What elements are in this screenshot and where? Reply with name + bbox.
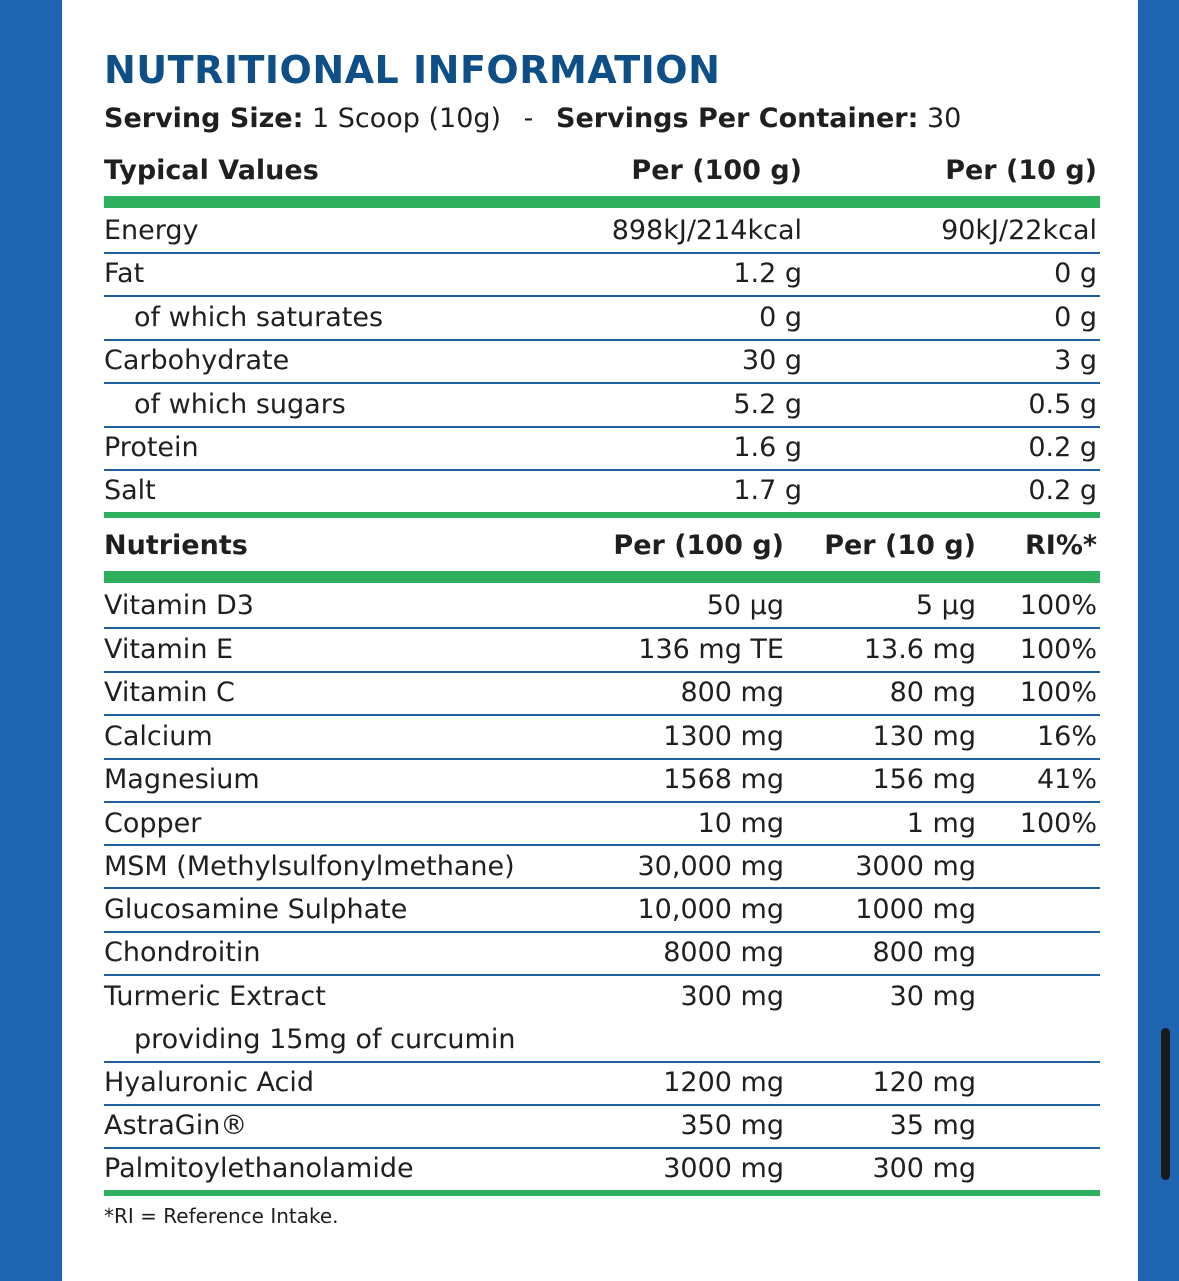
row-per100: 50 µg — [706, 590, 784, 621]
row-subtext: providing 15mg of curcumin — [134, 1024, 516, 1055]
row-per10: 0.2 g — [1028, 432, 1097, 463]
row-per10: 0 g — [1054, 258, 1097, 289]
row-ri: 16% — [1036, 721, 1097, 752]
row-per100: 3000 mg — [663, 1153, 784, 1184]
row-name: Carbohydrate — [104, 345, 290, 376]
row-per10: 3 g — [1054, 345, 1097, 376]
row-per10: 5 µg — [915, 590, 976, 621]
row-per100: 30,000 mg — [637, 851, 784, 882]
row-per100: 1200 mg — [663, 1067, 784, 1098]
row-per10: 13.6 mg — [863, 634, 976, 665]
row-name: Protein — [104, 432, 199, 463]
table-row — [104, 716, 1100, 758]
nutrients-header-row — [104, 525, 1100, 567]
table-row — [104, 932, 1100, 974]
row-name: Vitamin E — [104, 634, 234, 665]
table-row — [104, 672, 1100, 714]
row-name: of which saturates — [134, 302, 384, 333]
row-name: MSM (Methylsulfonylmethane) — [104, 851, 515, 882]
row-per10: 1 mg — [906, 808, 976, 839]
row-per10: 156 mg — [872, 764, 976, 795]
table-row-continuation — [104, 1019, 1100, 1061]
row-per10: 3000 mg — [855, 851, 976, 882]
row-name: of which sugars — [134, 389, 346, 420]
nutrients-header-ri: RI%* — [1024, 530, 1097, 561]
row-per100: 1.6 g — [733, 432, 802, 463]
table-row — [104, 889, 1100, 931]
row-per100: 5.2 g — [733, 389, 802, 420]
table-row — [104, 585, 1100, 627]
typical-header-per10: Per (10 g) — [945, 155, 1097, 186]
row-name: AstraGin® — [104, 1110, 248, 1141]
serving-size-label: Serving Size: — [104, 103, 304, 134]
row-per10: 30 mg — [889, 981, 976, 1012]
row-name: Salt — [104, 475, 156, 506]
row-per10: 0 g — [1054, 302, 1097, 333]
row-per100: 350 mg — [680, 1110, 784, 1141]
nutrients-header-per100: Per (100 g) — [613, 530, 784, 561]
row-per10: 1000 mg — [855, 894, 976, 925]
row-per100: 800 mg — [680, 677, 784, 708]
row-ri: 100% — [1019, 677, 1097, 708]
table-row — [104, 253, 1100, 295]
row-per100: 0 g — [759, 302, 802, 333]
table-row — [104, 384, 1100, 426]
row-name: Chondroitin — [104, 937, 261, 968]
servings-per-container-label: Servings Per Container: — [556, 103, 919, 134]
row-per100: 898kJ/214kcal — [611, 215, 802, 246]
row-per10: 0.5 g — [1028, 389, 1097, 420]
table-row — [104, 976, 1100, 1018]
row-per100: 30 g — [741, 345, 802, 376]
row-per10: 80 mg — [889, 677, 976, 708]
divider-bar — [104, 1190, 1100, 1196]
row-per100: 1568 mg — [663, 764, 784, 795]
row-name: Energy — [104, 215, 199, 246]
row-per10: 35 mg — [889, 1110, 976, 1141]
row-per10: 800 mg — [872, 937, 976, 968]
typical-header-per100: Per (100 g) — [631, 155, 802, 186]
footnote: *RI = Reference Intake. — [104, 1204, 339, 1228]
table-row — [104, 1062, 1100, 1104]
nutrients-header-per10: Per (10 g) — [824, 530, 976, 561]
table-row — [104, 470, 1100, 512]
typical-header-name: Typical Values — [104, 155, 319, 186]
row-per100: 136 mg TE — [638, 634, 784, 665]
nutrients-header-name: Nutrients — [104, 530, 248, 561]
row-name: Vitamin C — [104, 677, 235, 708]
row-per100: 8000 mg — [663, 937, 784, 968]
table-row — [104, 340, 1100, 382]
row-per10: 120 mg — [872, 1067, 976, 1098]
row-per100: 300 mg — [680, 981, 784, 1012]
table-row — [104, 1148, 1100, 1190]
row-per10: 300 mg — [872, 1153, 976, 1184]
row-per10: 90kJ/22kcal — [941, 215, 1097, 246]
row-name: Calcium — [104, 721, 213, 752]
row-ri: 100% — [1019, 634, 1097, 665]
scrollbar[interactable] — [1161, 1028, 1170, 1180]
row-ri: 100% — [1019, 808, 1097, 839]
row-per10: 0.2 g — [1028, 475, 1097, 506]
row-name: Turmeric Extract — [104, 981, 326, 1012]
table-row — [104, 759, 1100, 801]
row-name: Vitamin D3 — [104, 590, 254, 621]
divider-bar — [104, 196, 1100, 208]
divider-bar — [104, 571, 1100, 583]
table-row — [104, 427, 1100, 469]
servings-per-container-value: 30 — [927, 103, 962, 134]
row-per100: 1.2 g — [733, 258, 802, 289]
row-name: Glucosamine Sulphate — [104, 894, 408, 925]
serving-info — [104, 103, 961, 134]
typical-header-row — [104, 150, 1100, 192]
table-row — [104, 210, 1100, 252]
row-per100: 10 mg — [697, 808, 784, 839]
row-name: Magnesium — [104, 764, 260, 795]
row-ri: 100% — [1019, 590, 1097, 621]
row-ri: 41% — [1036, 764, 1097, 795]
row-per100: 1300 mg — [663, 721, 784, 752]
row-per10: 130 mg — [872, 721, 976, 752]
divider-bar — [104, 512, 1100, 518]
row-name: Hyaluronic Acid — [104, 1067, 314, 1098]
table-row — [104, 803, 1100, 845]
row-name: Fat — [104, 258, 145, 289]
table-row — [104, 629, 1100, 671]
row-per100: 10,000 mg — [637, 894, 784, 925]
serving-size-value: 1 Scoop (10g) — [312, 103, 502, 134]
table-row — [104, 297, 1100, 339]
row-name: Palmitoylethanolamide — [104, 1153, 414, 1184]
page-title: NUTRITIONAL INFORMATION — [104, 48, 721, 92]
row-name: Copper — [104, 808, 202, 839]
table-row — [104, 1105, 1100, 1147]
row-per100: 1.7 g — [733, 475, 802, 506]
serving-separator: - — [523, 103, 534, 134]
table-row — [104, 846, 1100, 888]
